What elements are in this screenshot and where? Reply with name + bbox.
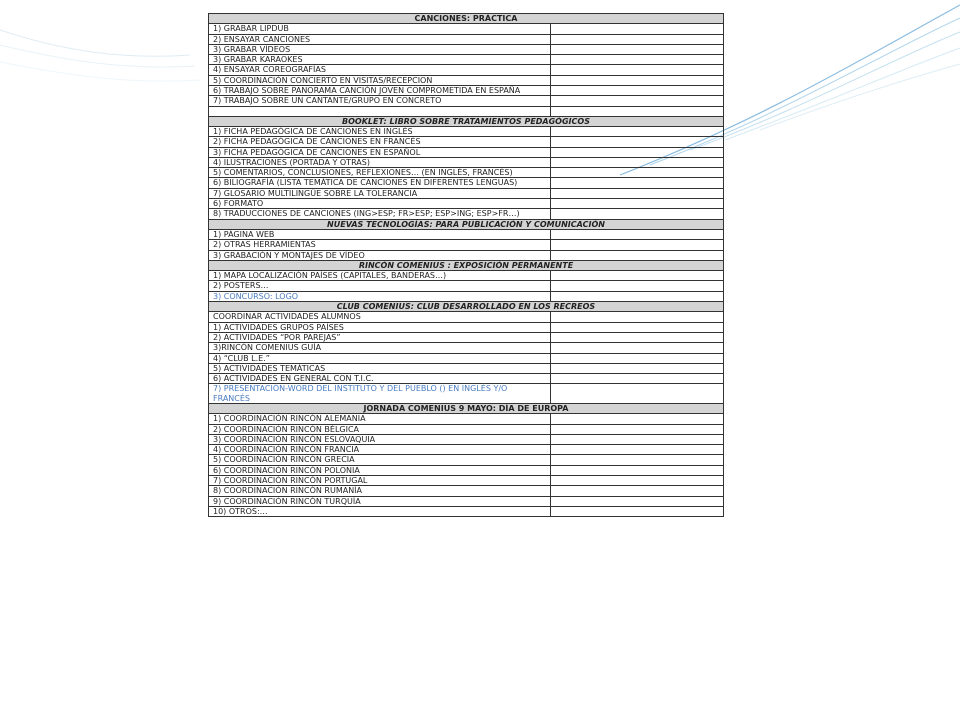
assignee-cell (551, 209, 724, 219)
task-cell: 1) FICHA PEDAGÓGICA DE CANCIONES EN INGLÉS (209, 126, 551, 136)
table-row (209, 178, 724, 188)
table-row (209, 199, 724, 209)
task-cell: 4) “CLUB L.E.” (209, 353, 551, 363)
section-header-row (209, 302, 724, 312)
assignee-cell (551, 240, 724, 250)
table-row (209, 34, 724, 44)
activities-table-container (208, 13, 723, 517)
assignee-cell (551, 157, 724, 167)
task-cell: 3)RINCÓN COMENIUS GUÍA (209, 343, 551, 353)
table-row (209, 250, 724, 260)
assignee-cell (551, 271, 724, 281)
section-title: CANCIONES: PRÁCTICA (209, 14, 724, 24)
task-cell: 3) GRABAR VÍDEOS (209, 44, 551, 54)
task-cell: 1) GRABAR LIPDUB (209, 24, 551, 34)
table-row (209, 281, 724, 291)
task-cell: 1) ACTIVIDADES GRUPOS PAÍSES (209, 322, 551, 332)
task-cell: 2) ACTIVIDADES “POR PAREJAS” (209, 332, 551, 342)
section-title: NUEVAS TECNOLOGÍAS: PARA PUBLICACIÓN Y COMUNICACIÓN (209, 219, 724, 229)
task-cell: COORDINAR ACTIVIDADES ALUMNOS (209, 312, 551, 322)
task-cell: 1) COORDINACIÓN RINCÓN ALEMANIA (209, 414, 551, 424)
assignee-cell (551, 353, 724, 363)
assignee-cell (551, 424, 724, 434)
activities-table (208, 13, 724, 517)
task-cell: 4) ILUSTRACIONES (PORTADA Y OTRAS) (209, 157, 551, 167)
table-row (209, 384, 724, 404)
table-row (209, 343, 724, 353)
table-row (209, 157, 724, 167)
assignee-cell (551, 229, 724, 239)
assignee-cell (551, 281, 724, 291)
table-row (209, 168, 724, 178)
table-row (209, 229, 724, 239)
task-cell: 8) TRADUCCIONES DE CANCIONES (ING>ESP; FR>ESP; ESP>ING; ESP>FR…) (209, 209, 551, 219)
table-row (209, 496, 724, 506)
task-cell: 3) GRABACIÓN Y MONTAJES DE VÍDEO (209, 250, 551, 260)
table-row (209, 24, 724, 34)
table-row (209, 506, 724, 516)
swoosh-line (760, 64, 960, 130)
table-row (209, 374, 724, 384)
table-row (209, 271, 724, 281)
table-row (209, 455, 724, 465)
section-title: BOOKLET: LIBRO SOBRE TRATAMIENTOS PEDAGÓGICOS (209, 116, 724, 126)
swoosh-line (725, 48, 960, 140)
assignee-cell (551, 44, 724, 54)
swoosh-line (690, 32, 960, 150)
table-row (209, 75, 724, 85)
assignee-cell (551, 332, 724, 342)
task-cell: 2) OTRAS HERRAMIENTAS (209, 240, 551, 250)
section-header-row (209, 116, 724, 126)
task-cell: 3) CONCURSO: LOGO (209, 291, 551, 301)
table-row (209, 434, 724, 444)
assignee-cell (551, 24, 724, 34)
table-row (209, 465, 724, 475)
assignee-cell (551, 106, 724, 116)
assignee-cell (551, 384, 724, 404)
task-cell (209, 106, 551, 116)
table-row (209, 332, 724, 342)
assignee-cell (551, 445, 724, 455)
assignee-cell (551, 126, 724, 136)
task-cell: 6) ACTIVIDADES EN GENERAL CON T.I.C. (209, 374, 551, 384)
table-row (209, 353, 724, 363)
section-header-row (209, 219, 724, 229)
assignee-cell (551, 55, 724, 65)
section-title: CLUB COMENIUS: CLUB DESARROLLADO EN LOS RECREOS (209, 302, 724, 312)
task-cell: 7) TRABAJO SOBRE UN CANTANTE/GRUPO EN CONCRETO (209, 96, 551, 106)
table-row (209, 147, 724, 157)
section-header-row (209, 14, 724, 24)
task-cell: 1) MAPA LOCALIZACIÓN PAÍSES (CAPITALES, BANDERAS…) (209, 271, 551, 281)
swoosh-line (0, 45, 195, 67)
table-row (209, 322, 724, 332)
assignee-cell (551, 188, 724, 198)
task-cell: 7) PRESENTACIÓN-WORD DEL INSTITUTO Y DEL PUEBLO () EN INGLÉS Y/O FRANCÉS (209, 384, 551, 404)
table-row (209, 55, 724, 65)
table-row (209, 291, 724, 301)
table-row (209, 445, 724, 455)
assignee-cell (551, 434, 724, 444)
assignee-cell (551, 322, 724, 332)
task-cell: 2) POSTERS… (209, 281, 551, 291)
table-row (209, 106, 724, 116)
table-row (209, 44, 724, 54)
assignee-cell (551, 34, 724, 44)
section-title: RINCÓN COMENIUS : EXPOSICIÓN PERMANENTE (209, 260, 724, 270)
task-cell: 5) COMENTARIOS, CONCLUSIONES, REFLEXIONES… (EN INGLÉS, FRANCÉS) (209, 168, 551, 178)
task-cell: 5) COORDINACIÓN RINCÓN GRECIA (209, 455, 551, 465)
swoosh-line (0, 62, 200, 81)
table-row (209, 476, 724, 486)
task-cell: 2) ENSAYAR CANCIONES (209, 34, 551, 44)
task-cell: 10) OTROS:… (209, 506, 551, 516)
task-cell: 7) GLOSARIO MULTILINGÜE SOBRE LA TOLERANCIA (209, 188, 551, 198)
table-row (209, 137, 724, 147)
task-cell: 6) TRABAJO SOBRE PANORAMA CANCIÓN JOVEN COMPROMETIDA EN ESPAÑA (209, 86, 551, 96)
table-row (209, 414, 724, 424)
assignee-cell (551, 96, 724, 106)
assignee-cell (551, 496, 724, 506)
assignee-cell (551, 86, 724, 96)
assignee-cell (551, 343, 724, 353)
task-cell: 5) COORDINACIÓN CONCIERTO EN VISITAS/RECEPCION (209, 75, 551, 85)
table-row (209, 209, 724, 219)
task-cell: 3) GRABAR KARAOKES (209, 55, 551, 65)
task-cell: 7) COORDINACIÓN RINCÓN PORTUGAL (209, 476, 551, 486)
assignee-cell (551, 414, 724, 424)
assignee-cell (551, 374, 724, 384)
task-cell: 4) ENSAYAR COREOGRAFÍAS (209, 65, 551, 75)
table-row (209, 312, 724, 322)
assignee-cell (551, 147, 724, 157)
assignee-cell (551, 476, 724, 486)
assignee-cell (551, 291, 724, 301)
assignee-cell (551, 312, 724, 322)
section-header-row (209, 260, 724, 270)
task-cell: 9) COORDINACIÓN RINCÓN TURQUÍA (209, 496, 551, 506)
assignee-cell (551, 137, 724, 147)
assignee-cell (551, 178, 724, 188)
table-row (209, 96, 724, 106)
task-cell: 8) COORDINACIÓN RINCÓN RUMANÍA (209, 486, 551, 496)
task-cell: 2) FICHA PEDAGÓGICA DE CANCIONES EN FRANCÉS (209, 137, 551, 147)
assignee-cell (551, 65, 724, 75)
task-cell: 1) PÁGINA WEB (209, 229, 551, 239)
table-row (209, 126, 724, 136)
assignee-cell (551, 486, 724, 496)
task-cell: 6) FORMATO (209, 199, 551, 209)
assignee-cell (551, 465, 724, 475)
section-header-row (209, 403, 724, 413)
assignee-cell (551, 199, 724, 209)
table-row (209, 86, 724, 96)
assignee-cell (551, 363, 724, 373)
task-cell: 6) COORDINACIÓN RINCÓN POLONIA (209, 465, 551, 475)
assignee-cell (551, 455, 724, 465)
section-title: JORNADA COMENIUS 9 MAYO: DÍA DE EUROPA (209, 403, 724, 413)
task-cell: 5) ACTIVIDADES TEMÁTICAS (209, 363, 551, 373)
activities-table-body (209, 14, 724, 517)
assignee-cell (551, 250, 724, 260)
task-cell: 6) BILIOGRAFÍA (LISTA TEMÁTICA DE CANCIONES EN DIFERENTES LENGUAS) (209, 178, 551, 188)
table-row (209, 424, 724, 434)
table-row (209, 65, 724, 75)
swoosh-line (0, 30, 190, 56)
assignee-cell (551, 506, 724, 516)
task-cell: 3) FICHA PEDAGÓGICA DE CANCIONES EN ESPAÑOL (209, 147, 551, 157)
table-row (209, 240, 724, 250)
assignee-cell (551, 75, 724, 85)
table-row (209, 363, 724, 373)
task-cell: 3) COORDINACIÓN RINCÓN ESLOVAQUIA (209, 434, 551, 444)
task-cell: 2) COORDINACIÓN RINCÓN BÉLGICA (209, 424, 551, 434)
table-row (209, 188, 724, 198)
table-row (209, 486, 724, 496)
task-cell: 4) COORDINACIÓN RINCÓN FRANCIA (209, 445, 551, 455)
assignee-cell (551, 168, 724, 178)
